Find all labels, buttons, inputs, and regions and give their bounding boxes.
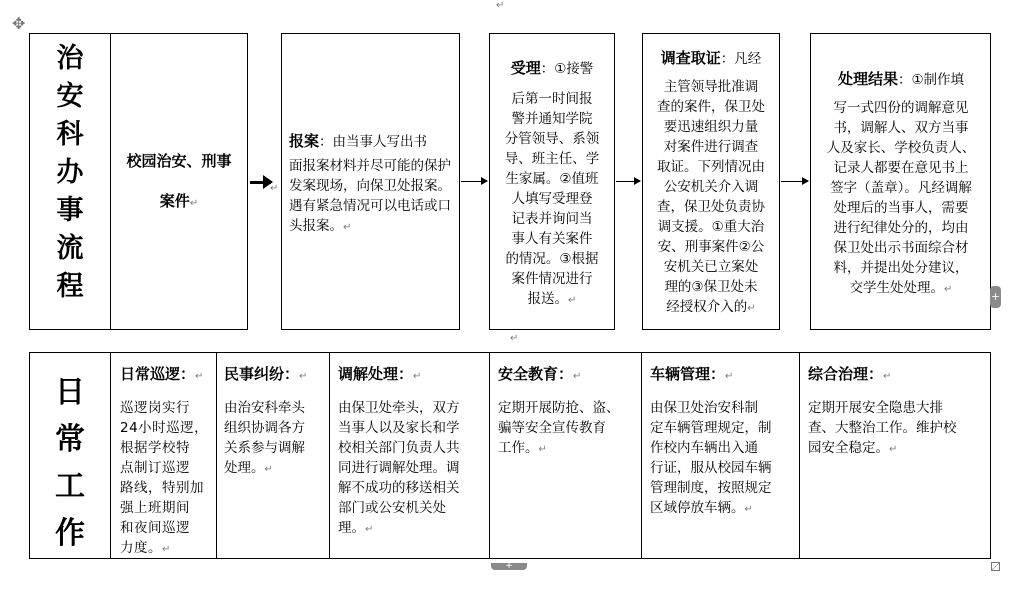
mediation-heading: 调解处理： <box>338 365 414 383</box>
accept-line: 人填写受理登 <box>511 191 593 207</box>
result-line: 记录人都要在意见书上 <box>833 160 969 176</box>
paragraph-mark: ↵ <box>744 504 753 515</box>
education-line: 定期开展防抢、盗、 <box>498 400 620 416</box>
investigate-line: 安、刑事案件②公 <box>657 239 765 255</box>
civil-line: 由治安科牵头 <box>224 400 305 416</box>
vehicle-line: 行证，服从校园车辆 <box>650 460 772 476</box>
patrol-line: 巡逻岗实行 <box>120 400 190 416</box>
vehicle-line: 管理制度，按照规定 <box>650 480 772 496</box>
accept-line: 报送。↵ <box>527 291 577 307</box>
accept-line: 导、班主任、学 <box>504 151 600 167</box>
mediation-line: 解不成功的移送相关 <box>338 480 460 496</box>
daily-title-char: 工 <box>55 469 85 504</box>
investigate-cell <box>642 33 780 330</box>
daily-title-char: 日 <box>55 375 85 410</box>
mediation-body <box>338 398 488 540</box>
paragraph-mark: ↵ <box>573 371 582 382</box>
investigate-text <box>645 48 777 319</box>
patrol-heading: 日常巡逻： <box>120 365 196 383</box>
comprehensive-line: 园安全稳定。↵ <box>808 440 898 456</box>
investigate-line: 主管领导批准调 <box>663 79 759 95</box>
mediation-line: 校相关部门负责人共 <box>338 440 460 456</box>
accept-line: 案件情况进行 <box>511 271 593 287</box>
flow-arrow-3 <box>616 181 640 182</box>
process-title-char: 程 <box>56 271 84 302</box>
comprehensive-body <box>808 398 990 460</box>
vehicle-line: 定车辆管理规定，制 <box>650 420 772 436</box>
investigate-line: 查，保卫处负责协 <box>657 199 765 215</box>
patrol-line: 点制订巡逻 <box>120 460 190 476</box>
mediation-block <box>338 363 488 540</box>
case-type-line2: 案件 <box>159 192 190 210</box>
civil-body <box>224 398 328 480</box>
insert-column-plus-icon[interactable]: + <box>990 286 1001 308</box>
investigate-line: 经授权介入的↵ <box>666 299 756 315</box>
result-cell <box>810 33 991 330</box>
paragraph-mark: ↵ <box>343 222 352 233</box>
paragraph-mark: ↵ <box>413 371 422 382</box>
paragraph-mark: ↵ <box>270 183 279 194</box>
vehicle-block <box>650 363 798 520</box>
accept-line: 后第一时间报 <box>511 91 593 107</box>
comprehensive-cell <box>799 352 991 559</box>
investigate-line: 要迅速组织力量 <box>663 119 759 135</box>
report-first-line: ：由当事人写出书 <box>319 134 428 150</box>
process-title <box>30 40 110 306</box>
case-type-line1: 校园治安、刑事 <box>126 152 232 170</box>
vehicle-heading: 车辆管理： <box>650 365 726 383</box>
report-body <box>289 156 455 238</box>
education-body <box>498 398 640 460</box>
process-title-char: 安 <box>56 81 84 112</box>
paragraph-mark: ↵ <box>883 371 892 382</box>
mediation-line: 部门或公安机关处 <box>338 500 446 516</box>
paragraph-mark: ↵ <box>162 544 171 555</box>
daily-title <box>30 369 110 557</box>
accept-line: 事人有关案件 <box>511 231 593 247</box>
vehicle-cell <box>641 352 800 559</box>
investigate-first-line: ：凡经 <box>720 51 762 67</box>
accept-line: 生家属。②值班 <box>505 171 599 187</box>
insert-row-plus-icon[interactable]: + <box>491 563 527 570</box>
accept-first-line: ：①接警 <box>540 61 594 77</box>
patrol-line: 强上班期间 <box>120 500 190 516</box>
result-line: 书，调解人、双方当事 <box>833 120 969 136</box>
flow-arrow-2 <box>461 181 487 182</box>
investigate-line: 公安机关介入调 <box>663 179 759 195</box>
result-text <box>814 69 988 300</box>
case-type-label <box>111 150 247 215</box>
paragraph-mark: ↵ <box>725 371 734 382</box>
civil-line: 关系参与调解 <box>224 440 305 456</box>
process-title-char: 事 <box>56 195 84 226</box>
daily-title-char: 作 <box>55 516 85 551</box>
accept-line: 分管领导、系领 <box>504 131 600 147</box>
patrol-body <box>120 398 216 560</box>
paragraph-mark: ↵ <box>365 524 374 535</box>
investigate-line: 安机关已立案处 <box>663 259 759 275</box>
comprehensive-line: 定期开展安全隐患大排 <box>808 400 943 416</box>
result-body <box>814 98 988 300</box>
investigate-line: 调支援。①重大治 <box>657 219 765 235</box>
vehicle-body <box>650 398 798 520</box>
civil-cell <box>216 352 330 559</box>
investigate-line: 对案件进行调查 <box>663 139 759 155</box>
civil-block <box>224 363 328 480</box>
education-line: 骗等安全宣传教育 <box>498 420 606 436</box>
patrol-cell <box>110 352 217 559</box>
result-line: 人及家长、学校负责人、 <box>826 140 976 156</box>
case-type-cell <box>110 33 248 330</box>
table-move-handle-icon[interactable]: ✥ <box>12 14 26 33</box>
patrol-line: 24小时巡逻， <box>120 420 209 436</box>
comprehensive-line: 查、大整治工作。维护校 <box>808 420 957 436</box>
education-line: 工作。↵ <box>498 440 547 456</box>
process-title-char: 科 <box>56 119 84 150</box>
patrol-line: 力度。↵ <box>120 540 171 556</box>
education-block <box>498 363 640 460</box>
report-text <box>289 131 455 238</box>
mediation-line: 同进行调解处理。调 <box>338 460 460 476</box>
table-resize-handle-icon[interactable] <box>991 562 1000 571</box>
paragraph-mark: ↵ <box>264 464 273 475</box>
vehicle-line: 由保卫处治安科制 <box>650 400 758 416</box>
accept-text <box>492 58 612 311</box>
accept-body <box>492 89 612 311</box>
patrol-line: 根据学校特 <box>120 440 190 456</box>
education-cell <box>489 352 642 559</box>
process-title-char: 治 <box>56 43 84 74</box>
vehicle-line: 区域停放车辆。↵ <box>650 500 753 516</box>
process-title-char: 办 <box>56 157 84 188</box>
paragraph-mark: ↵ <box>496 0 505 11</box>
accept-cell <box>489 33 615 330</box>
mediation-line: 理。↵ <box>338 520 374 536</box>
investigate-line: 取证。下列情况由 <box>657 159 765 175</box>
process-title-char: 流 <box>56 233 84 264</box>
paragraph-mark: ↵ <box>510 333 519 344</box>
paragraph-mark: ↵ <box>189 198 199 209</box>
mediation-line: 当事人以及家长和学 <box>338 420 460 436</box>
flow-arrow-1 <box>250 181 271 184</box>
comprehensive-heading: 综合治理： <box>808 365 884 383</box>
paragraph-mark: ↵ <box>889 444 898 455</box>
result-line: 处理后的当事人，需要 <box>833 200 969 216</box>
investigate-body <box>645 77 777 319</box>
daily-title-cell <box>29 352 111 559</box>
result-line: 签字（盖章）。凡经调解 <box>830 180 972 196</box>
daily-title-char: 常 <box>55 422 85 457</box>
investigate-line: 查的案件，保卫处 <box>657 99 765 115</box>
paragraph-mark: ↵ <box>538 444 547 455</box>
paragraph-mark: ↵ <box>568 295 577 306</box>
flow-arrow-4 <box>781 181 808 182</box>
comprehensive-block <box>808 363 990 460</box>
paragraph-mark: ↵ <box>944 284 953 295</box>
result-line: 保卫处出示书面综合材 <box>833 240 969 256</box>
result-heading: 处理结果 <box>837 70 898 88</box>
civil-heading: 民事纠纷： <box>224 365 300 383</box>
paragraph-mark: ↵ <box>195 371 204 382</box>
result-line: 料，并提出处分建议， <box>833 260 969 276</box>
mediation-line: 由保卫处牵头，双方 <box>338 400 460 416</box>
paragraph-mark: ↵ <box>299 371 308 382</box>
accept-heading: 受理 <box>510 59 541 77</box>
accept-line: 警并通知学院 <box>511 111 593 127</box>
patrol-line: 和夜间巡逻 <box>120 520 190 536</box>
result-first-line: ：①制作填 <box>897 72 965 88</box>
civil-line: 组织协调各方 <box>224 420 305 436</box>
civil-line: 处理。↵ <box>224 460 273 476</box>
accept-line: 的情况。③根据 <box>505 251 599 267</box>
patrol-block <box>120 363 216 560</box>
vehicle-line: 作校内车辆出入通 <box>650 440 758 456</box>
report-body-text: 面报案材料并尽可能的保护发案现场，向保卫处报案。遇有紧急情况可以电话或口头报案。 <box>289 158 451 234</box>
investigate-line: 理的③保卫处未 <box>664 279 758 295</box>
mediation-cell <box>329 352 490 559</box>
accept-line: 记表并询问当 <box>511 211 593 227</box>
process-title-cell <box>29 33 111 330</box>
result-line: 交学生处处理。↵ <box>849 280 953 296</box>
report-cell <box>281 33 460 330</box>
investigate-heading: 调查取证 <box>660 49 721 67</box>
report-heading: 报案 <box>289 132 320 150</box>
result-line: 写一式四份的调解意见 <box>833 100 969 116</box>
paragraph-mark: ↵ <box>747 303 756 314</box>
patrol-line: 路线，特别加 <box>120 480 204 496</box>
education-heading: 安全教育： <box>498 365 574 383</box>
result-line: 进行纪律处分的，均由 <box>833 220 969 236</box>
